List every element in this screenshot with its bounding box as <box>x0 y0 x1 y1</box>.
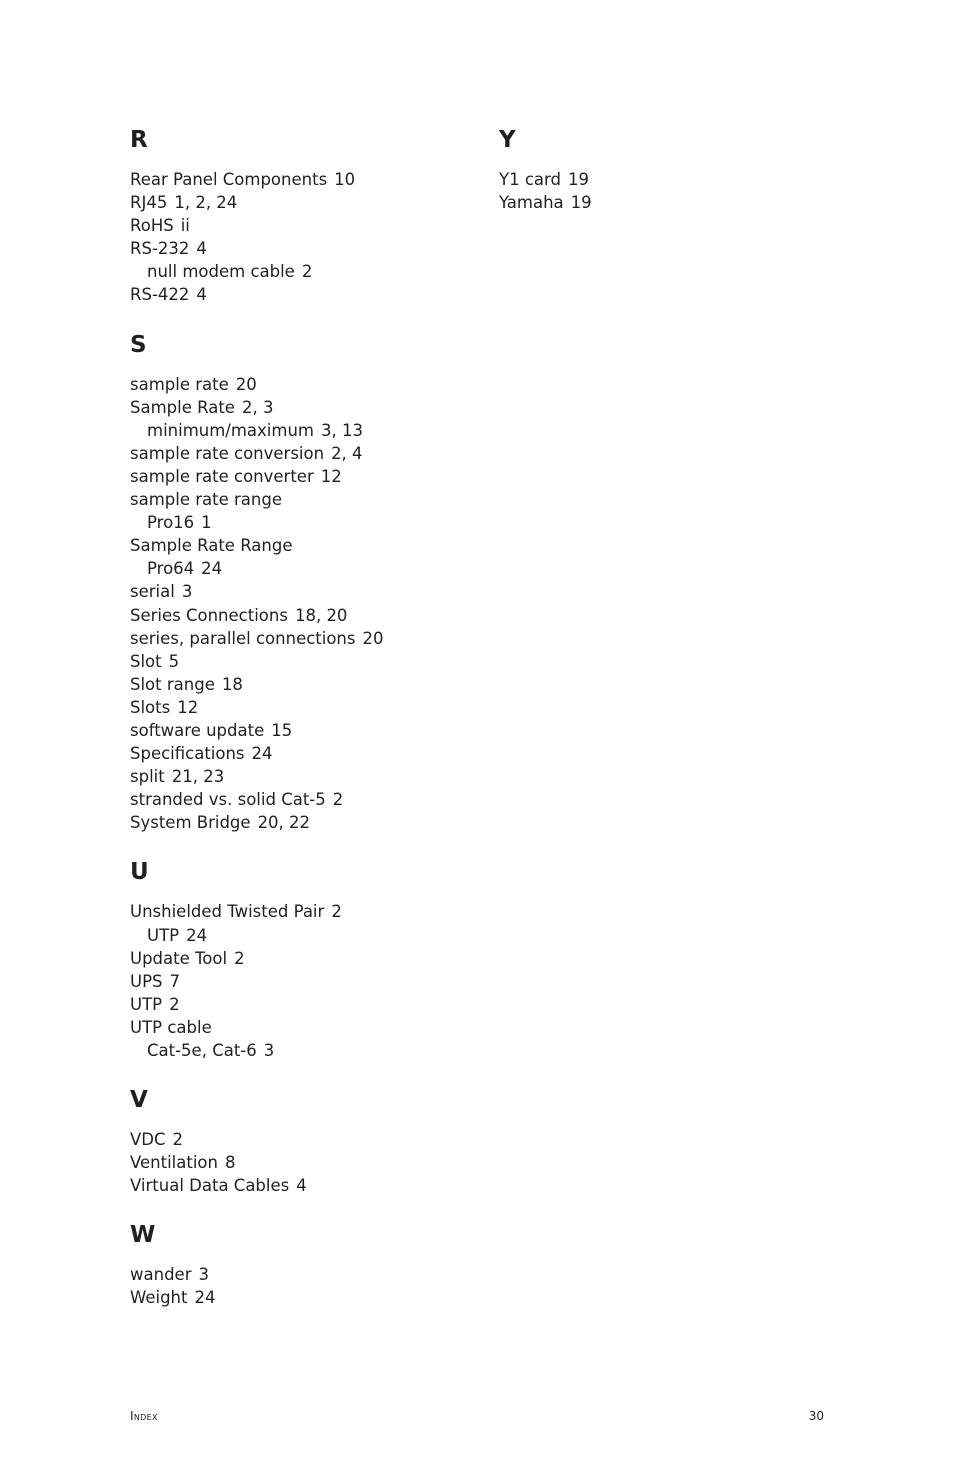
index-page-refs: 1 <box>201 513 212 533</box>
index-page-refs: 18, 20 <box>294 605 348 625</box>
index-page-refs: 24 <box>251 744 273 764</box>
index-term: UTP cable <box>130 1017 212 1037</box>
index-entry <box>130 788 470 811</box>
index-term: Update Tool <box>130 948 228 968</box>
section-letter-heading: R <box>130 127 148 153</box>
index-term: Slot range <box>130 674 215 694</box>
index-subentry <box>130 419 470 442</box>
index-term: Pro64 <box>147 559 195 579</box>
index-entry <box>130 650 470 673</box>
index-entry <box>130 1151 470 1174</box>
index-entry <box>130 488 470 511</box>
index-term: serial <box>130 582 175 602</box>
index-page-refs: 19 <box>567 170 589 189</box>
index-page-refs: 3, 13 <box>321 420 363 440</box>
footer-page-number: 30 <box>808 1409 824 1423</box>
index-page-refs: 1, 2, 24 <box>174 193 238 213</box>
index-page-refs: 5 <box>168 651 180 671</box>
index-entry <box>130 627 470 650</box>
index-page-refs: 4 <box>296 1176 307 1196</box>
index-page-refs: 3 <box>263 1041 275 1060</box>
index-term: sample rate converter <box>130 466 314 486</box>
index-entry <box>130 283 470 306</box>
index-term: Sample Rate Range <box>130 536 293 556</box>
index-page-refs: 24 <box>186 925 208 945</box>
index-page-refs: 2, 3 <box>241 397 274 417</box>
index-term: sample rate <box>130 374 229 394</box>
index-page-refs: 24 <box>201 559 223 579</box>
section-letter-heading: V <box>130 1087 148 1114</box>
index-section <box>130 856 470 1062</box>
index-section <box>130 124 470 307</box>
index-term: Ventilation <box>130 1153 218 1173</box>
index-entry <box>130 742 470 765</box>
index-column-right <box>499 124 839 236</box>
index-term: wander <box>130 1265 192 1285</box>
index-entry <box>130 1263 470 1286</box>
index-term: stranded vs. solid Cat-5 <box>130 790 326 810</box>
index-term: RoHS <box>130 216 174 236</box>
index-term: Pro16 <box>147 513 195 533</box>
index-term: Unshielded Twisted Pair <box>130 902 325 922</box>
section-letter-heading: S <box>130 331 147 358</box>
index-section <box>499 124 839 214</box>
index-subentry <box>130 511 470 534</box>
index-page-refs: 15 <box>271 720 293 740</box>
index-term: sample rate conversion <box>130 443 325 463</box>
index-term: RJ45 <box>130 193 168 213</box>
index-entry <box>130 1016 470 1039</box>
index-page-refs: 20 <box>235 374 257 394</box>
index-entry <box>130 168 470 191</box>
index-page-refs: 2 <box>301 262 313 282</box>
index-entry <box>130 900 470 923</box>
index-entry <box>130 719 470 742</box>
index-entry <box>130 673 470 696</box>
index-page-refs: 24 <box>194 1288 216 1308</box>
index-entry <box>130 696 470 719</box>
index-subentry <box>130 1039 470 1062</box>
index-page-refs: 2 <box>172 1130 184 1150</box>
index-entry <box>130 534 470 557</box>
index-entry <box>130 765 470 788</box>
index-page-refs: 10 <box>334 170 356 189</box>
index-entry <box>130 811 470 834</box>
index-entry <box>130 993 470 1016</box>
index-page-refs: 2, 4 <box>331 443 363 463</box>
index-term: split <box>130 767 165 787</box>
index-entry <box>130 970 470 993</box>
index-entry-list <box>130 1263 470 1309</box>
index-term: Yamaha <box>499 193 564 213</box>
index-page-refs: ii <box>180 216 190 236</box>
index-term: Slots <box>130 697 171 717</box>
index-entry <box>130 1128 470 1151</box>
footer-section-label: Index <box>130 1409 158 1423</box>
index-entry <box>499 168 839 191</box>
index-column-left <box>130 124 470 1332</box>
index-page-refs: 8 <box>224 1153 236 1173</box>
index-entry <box>130 465 470 488</box>
index-page-refs: 2 <box>332 790 344 810</box>
index-term: UTP <box>130 994 163 1014</box>
index-entry <box>130 214 470 237</box>
index-term: System Bridge <box>130 813 251 833</box>
index-page-refs: 2 <box>331 902 342 922</box>
index-page-refs: 4 <box>196 239 207 259</box>
index-page-refs: 21, 23 <box>171 767 225 787</box>
index-term: null modem cable <box>147 262 295 282</box>
index-term: VDC <box>130 1130 166 1150</box>
index-term: UPS <box>130 971 163 991</box>
index-term: Slot <box>130 651 162 671</box>
index-term: series, parallel connections <box>130 628 356 648</box>
index-term: minimum/maximum <box>147 420 314 440</box>
index-page-refs: 2 <box>234 948 245 968</box>
index-page-refs: 3 <box>181 582 193 602</box>
index-entry <box>130 580 470 603</box>
index-page-refs: 20 <box>362 628 384 648</box>
index-entry <box>130 442 470 465</box>
index-section <box>130 1219 470 1309</box>
index-term: UTP <box>147 925 180 945</box>
index-entry <box>130 373 470 396</box>
index-page-refs: 18 <box>221 674 243 694</box>
index-term: Cat-5e, Cat-6 <box>147 1041 257 1060</box>
index-entry <box>130 1286 470 1309</box>
index-entry <box>130 237 470 260</box>
index-entry-list <box>130 1128 470 1197</box>
index-term: Virtual Data Cables <box>130 1176 290 1196</box>
index-entry <box>130 947 470 970</box>
index-term: software update <box>130 720 265 740</box>
index-page-refs: 12 <box>177 697 199 717</box>
index-subentry <box>130 260 470 283</box>
index-subentry <box>130 557 470 580</box>
index-section <box>130 329 470 835</box>
section-letter-heading: U <box>130 859 149 886</box>
index-term: RS-422 <box>130 285 190 305</box>
index-term: Weight <box>130 1288 188 1308</box>
index-entry <box>130 396 470 419</box>
index-page-refs: 19 <box>570 193 592 213</box>
index-term: sample rate range <box>130 490 282 510</box>
index-entry <box>499 191 839 214</box>
index-entry <box>130 191 470 214</box>
section-letter-heading: Y <box>499 127 516 153</box>
index-page-refs: 2 <box>169 994 180 1014</box>
index-entry-list <box>130 900 470 1062</box>
index-subentry <box>130 924 470 947</box>
index-entry <box>130 604 470 627</box>
index-term: Specifications <box>130 744 245 764</box>
index-term: RS-232 <box>130 239 190 259</box>
index-term: Rear Panel Components <box>130 170 328 189</box>
index-term: Series Connections <box>130 605 288 625</box>
index-page-refs: 7 <box>169 971 181 991</box>
index-page-refs: 3 <box>198 1265 209 1285</box>
index-entry-list <box>499 168 839 214</box>
section-letter-heading: W <box>130 1222 156 1249</box>
index-page-refs: 4 <box>196 285 207 305</box>
index-term: Y1 card <box>499 170 561 189</box>
index-term: Sample Rate <box>130 397 235 417</box>
index-entry <box>130 1174 470 1197</box>
index-page-refs: 20, 22 <box>257 813 311 833</box>
index-page-refs: 12 <box>320 466 342 486</box>
index-section <box>130 1084 470 1197</box>
index-entry-list <box>130 168 470 307</box>
index-entry-list <box>130 373 470 835</box>
